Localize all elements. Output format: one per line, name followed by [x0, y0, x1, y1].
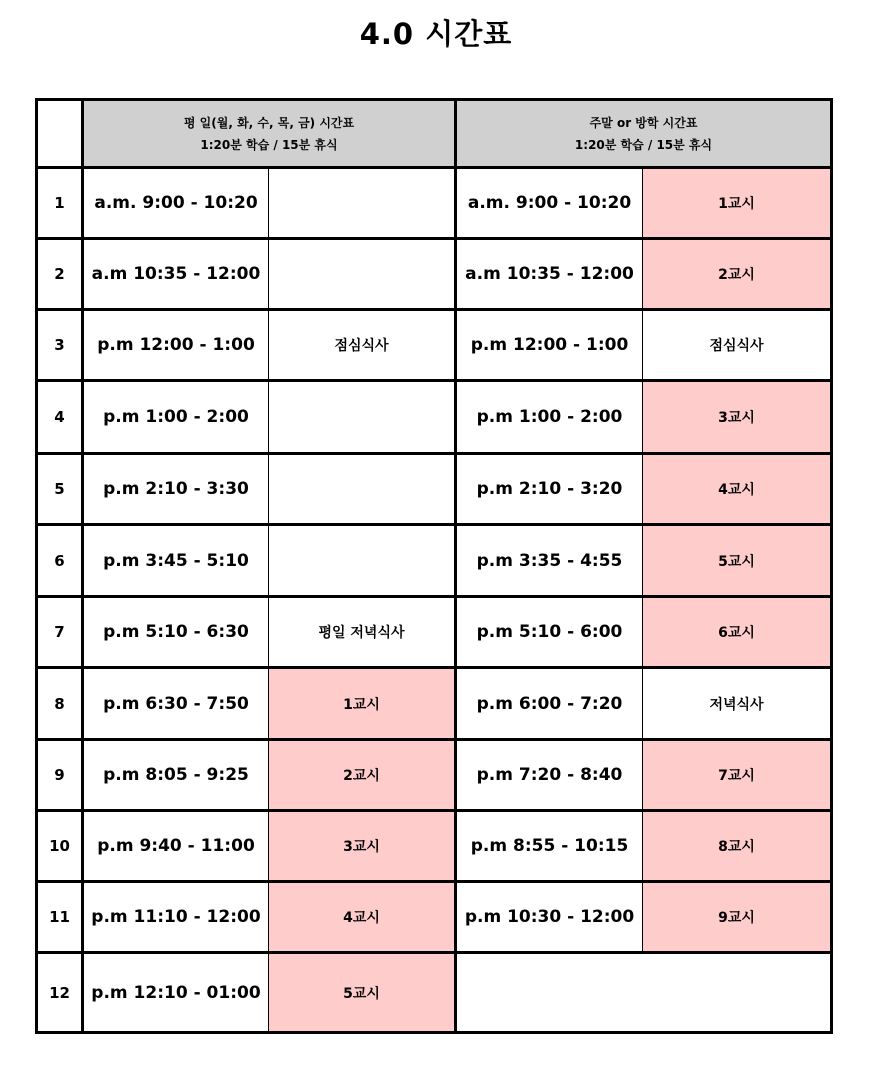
- row-number: 2: [37, 239, 83, 310]
- corner-cell: [37, 100, 83, 168]
- weekday-time: a.m 10:35 - 12:00: [83, 239, 269, 310]
- weekday-time: p.m 11:10 - 12:00: [83, 882, 269, 953]
- weekend-activity: 점심식사: [643, 310, 832, 381]
- header-row: [37, 100, 832, 168]
- weekend-time: a.m 10:35 - 12:00: [456, 239, 643, 310]
- weekday-activity: 4교시: [269, 882, 456, 953]
- table-row: [37, 239, 832, 310]
- weekend-time: p.m 3:35 - 4:55: [456, 525, 643, 597]
- row-number: 10: [37, 811, 83, 882]
- weekend-activity: 5교시: [643, 525, 832, 597]
- table-row: [37, 811, 832, 882]
- weekend-time: p.m 8:55 - 10:15: [456, 811, 643, 882]
- row-number: 9: [37, 740, 83, 811]
- weekday-activity: [269, 168, 456, 239]
- weekday-time: p.m 2:10 - 3:30: [83, 454, 269, 525]
- weekday-activity: 2교시: [269, 740, 456, 811]
- weekday-activity: 1교시: [269, 668, 456, 740]
- weekend-header-title: 주말 or 방학 시간표: [589, 115, 698, 130]
- weekend-time: p.m 7:20 - 8:40: [456, 740, 643, 811]
- weekday-time: p.m 8:05 - 9:25: [83, 740, 269, 811]
- weekend-time: p.m 12:00 - 1:00: [456, 310, 643, 381]
- weekend-activity: 6교시: [643, 597, 832, 668]
- row-number: 8: [37, 668, 83, 740]
- table-row: [37, 525, 832, 597]
- weekday-activity: 5교시: [269, 953, 456, 1033]
- row-number: 3: [37, 310, 83, 381]
- row-number: 7: [37, 597, 83, 668]
- weekday-time: a.m. 9:00 - 10:20: [83, 168, 269, 239]
- timetable: [35, 98, 833, 1034]
- weekend-activity: 9교시: [643, 882, 832, 953]
- weekend-activity: 1교시: [643, 168, 832, 239]
- weekday-activity: 평일 저녁식사: [269, 597, 456, 668]
- table-row: [37, 310, 832, 381]
- weekday-activity: [269, 525, 456, 597]
- weekday-header-rule: 1:20분 학습 / 15분 휴식: [200, 137, 338, 152]
- weekend-activity: 8교시: [643, 811, 832, 882]
- row-number: 4: [37, 381, 83, 454]
- weekday-time: p.m 1:00 - 2:00: [83, 381, 269, 454]
- weekend-header-rule: 1:20분 학습 / 15분 휴식: [574, 137, 713, 152]
- table-row: [37, 668, 832, 740]
- weekday-time: p.m 12:10 - 01:00: [83, 953, 269, 1033]
- weekend-empty-cell: [456, 953, 832, 1033]
- weekend-time: a.m. 9:00 - 10:20: [456, 168, 643, 239]
- weekday-activity: [269, 239, 456, 310]
- weekend-activity: 3교시: [643, 381, 832, 454]
- weekend-activity: 저녁식사: [643, 668, 832, 740]
- table-row: [37, 168, 832, 239]
- weekend-activity: 7교시: [643, 740, 832, 811]
- weekday-time: p.m 9:40 - 11:00: [83, 811, 269, 882]
- weekday-header: [83, 100, 456, 168]
- weekend-activity: 4교시: [643, 454, 832, 525]
- table-row: [37, 454, 832, 525]
- weekday-activity: 점심식사: [269, 310, 456, 381]
- weekend-time: p.m 6:00 - 7:20: [456, 668, 643, 740]
- weekday-activity: [269, 381, 456, 454]
- weekend-time: p.m 1:00 - 2:00: [456, 381, 643, 454]
- table-row: [37, 597, 832, 668]
- weekday-time: p.m 6:30 - 7:50: [83, 668, 269, 740]
- weekend-activity: 2교시: [643, 239, 832, 310]
- weekend-time: p.m 2:10 - 3:20: [456, 454, 643, 525]
- weekday-time: p.m 5:10 - 6:30: [83, 597, 269, 668]
- row-number: 11: [37, 882, 83, 953]
- row-number: 6: [37, 525, 83, 597]
- table-row: [37, 381, 832, 454]
- weekend-time: p.m 10:30 - 12:00: [456, 882, 643, 953]
- weekday-header-title: 평 일(월, 화, 수, 목, 금) 시간표: [183, 115, 355, 130]
- row-number: 12: [37, 953, 83, 1033]
- row-number: 5: [37, 454, 83, 525]
- table-row: [37, 953, 832, 1033]
- weekday-time: p.m 3:45 - 5:10: [83, 525, 269, 597]
- weekday-activity: [269, 454, 456, 525]
- weekend-time: p.m 5:10 - 6:00: [456, 597, 643, 668]
- weekend-header: [456, 100, 832, 168]
- table-row: [37, 740, 832, 811]
- weekday-time: p.m 12:00 - 1:00: [83, 310, 269, 381]
- table-row: [37, 882, 832, 953]
- page-title: 4.0 시간표: [359, 17, 513, 51]
- row-number: 1: [37, 168, 83, 239]
- weekday-activity: 3교시: [269, 811, 456, 882]
